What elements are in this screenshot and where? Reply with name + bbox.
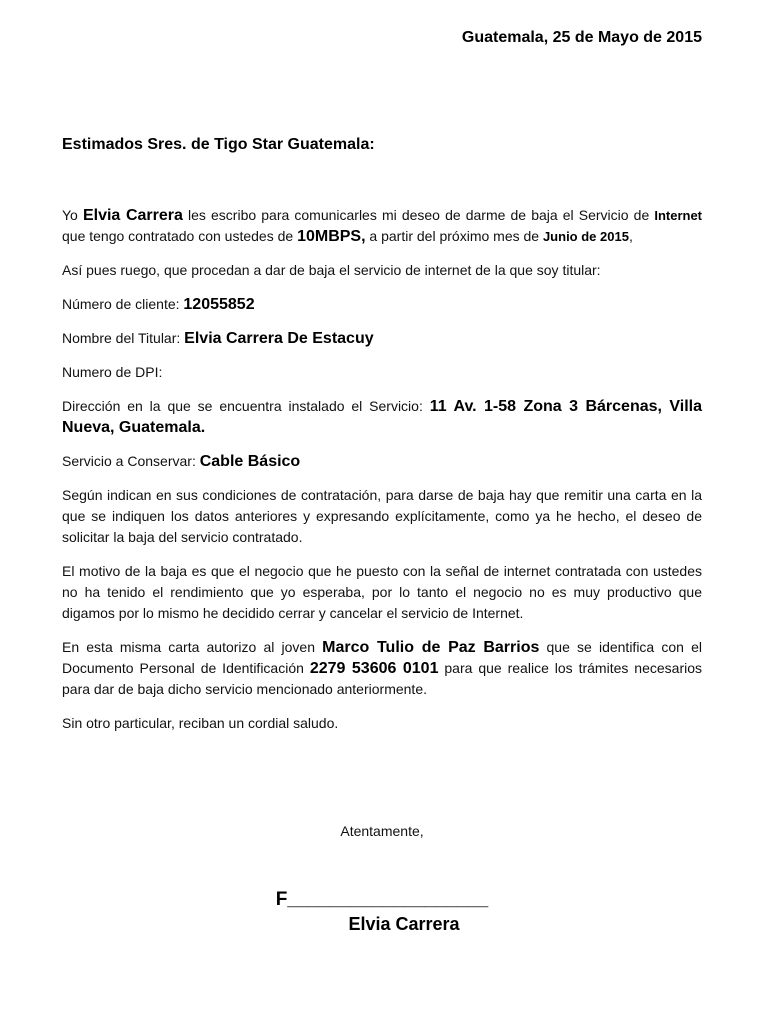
paragraph-request <box>62 205 702 247</box>
signature-line: F___________________ <box>275 889 489 910</box>
paragraph-request-2: Así pues ruego, que procedan a dar de baja el servicio de internet de la que soy titular: <box>62 262 601 278</box>
service-name: Internet <box>654 208 703 223</box>
paragraph-reason: El motivo de la baja es que el negocio que he puesto con la señal de internet contratada con ustedes no ha tenido el rendimiento que yo esperaba, por lo tanto el negocio no es muy productivo que digamos por lo mismo he decidido cerrar y cancelar el servicio de Internet. <box>62 563 702 621</box>
dpi-line <box>62 362 702 383</box>
effective-month: Junio de 2015 <box>542 229 629 244</box>
text-span: que tengo contratado con ustedes de <box>62 228 298 244</box>
authorized-person: Marco Tulio de Paz Barrios <box>322 639 540 656</box>
service-speed: 10MBPS, <box>297 228 366 245</box>
letter-body <box>62 205 702 747</box>
text-span: Yo <box>62 207 83 223</box>
text-span: a partir del próximo mes de <box>365 228 543 244</box>
paragraph-farewell: Sin otro particular, reciban un cordial saludo. <box>62 715 339 731</box>
service-keep-value: Cable Básico <box>199 453 301 470</box>
address-value: 11 Av. 1-58 Zona 3 Bárcenas, Villa Nueva, Guatemala. <box>62 398 702 436</box>
signature-name: Elvia Carrera <box>348 914 460 934</box>
closing-text: Atentamente, <box>340 823 424 839</box>
client-number-value: 12055852 <box>183 296 255 313</box>
text-span: que se identifica con el Documento Personal de Identificación <box>62 639 702 676</box>
letter-page <box>62 0 702 1024</box>
address-line <box>62 396 702 438</box>
sender-name: Elvia Carrera <box>82 207 183 224</box>
paragraph-conditions: Según indican en sus condiciones de contratación, para darse de baja hay que remitir una carta en la que se indiquen los datos anteriores y expresando explícitamente, como ya he hecho, el deseo de solicitar la baja del servicio contratado. <box>62 487 702 545</box>
holder-name-value: Elvia Carrera De Estacuy <box>184 330 374 347</box>
paragraph-authorization <box>62 637 702 700</box>
letter-date: Guatemala, 25 de Mayo de 2015 <box>461 29 702 46</box>
service-keep-label: Servicio a Conservar: <box>62 453 200 469</box>
text-span: , <box>628 228 633 244</box>
text-span: les escribo para comunicarles mi deseo de darme de baja el Servicio de <box>182 207 655 223</box>
client-number-label: Número de cliente: <box>62 296 184 312</box>
holder-name-label: Nombre del Titular: <box>62 330 185 346</box>
client-number-line <box>62 294 702 315</box>
service-keep-line <box>62 451 702 472</box>
holder-name-line <box>62 328 702 349</box>
text-span: para que realice los trámites necesarios para dar de baja dicho servicio mencionado anteriormente. <box>62 660 702 697</box>
dpi-label: Numero de DPI: <box>62 364 163 380</box>
letter-greeting: Estimados Sres. de Tigo Star Guatemala: <box>62 136 375 153</box>
authorized-document: 2279 53606 0101 <box>309 660 439 677</box>
address-label: Dirección en la que se encuentra instalado el Servicio: <box>62 398 430 414</box>
text-span: En esta misma carta autorizo al joven <box>62 639 323 655</box>
